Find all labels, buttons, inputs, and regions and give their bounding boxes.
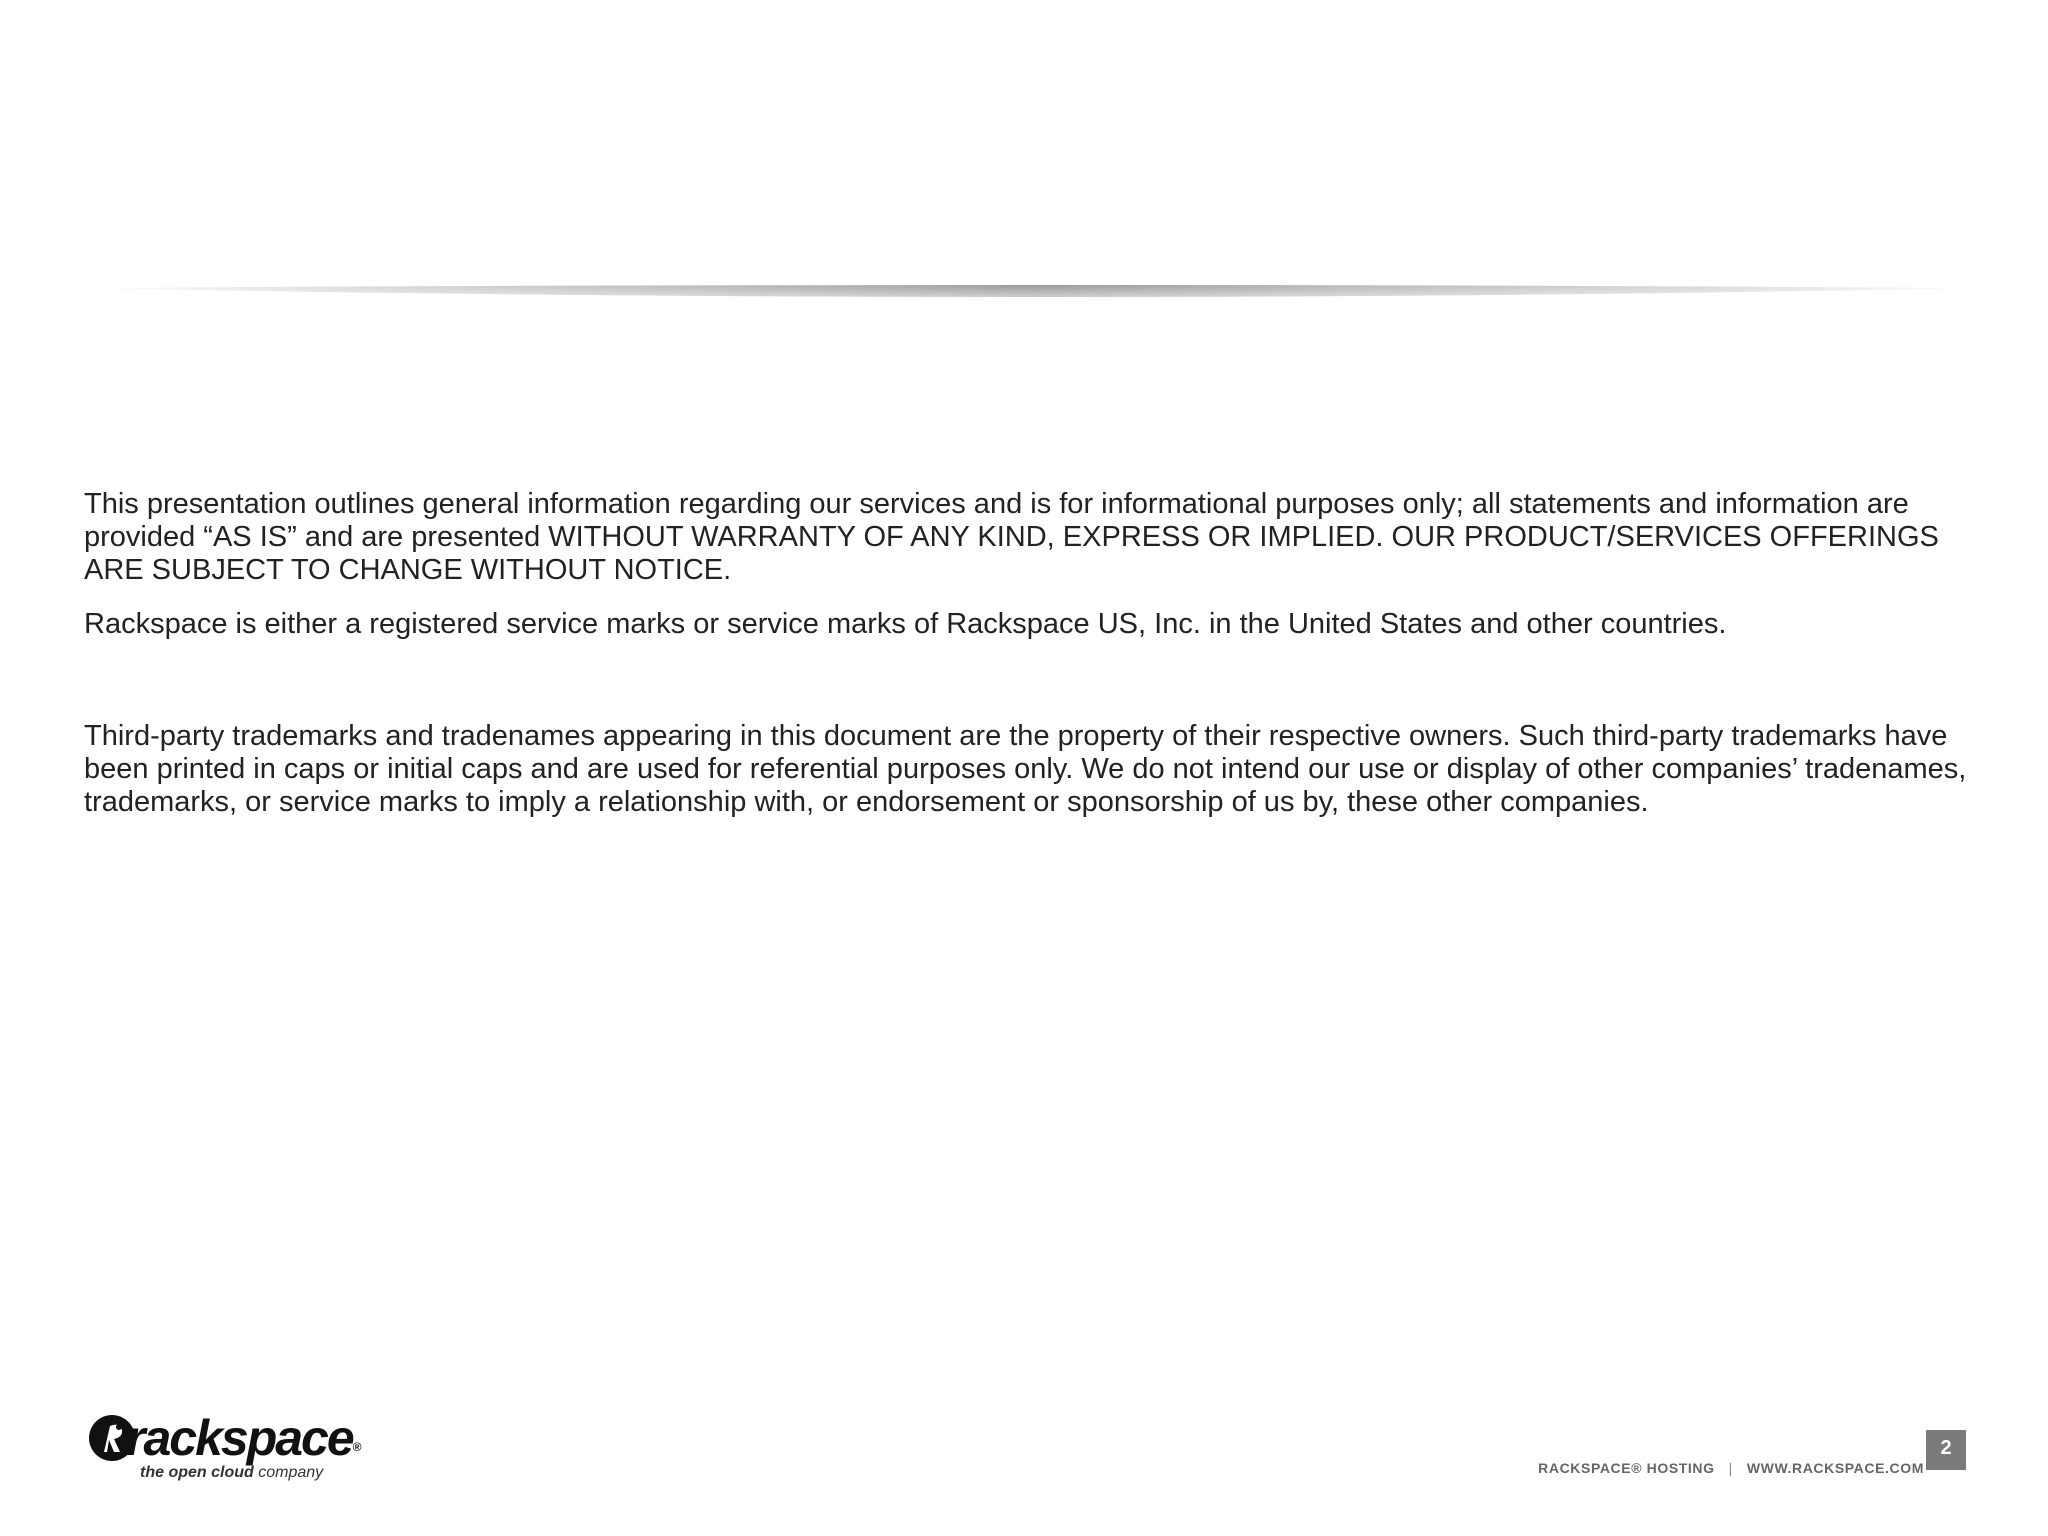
third-party-trademarks-paragraph: Third-party trademarks and tradenames appearing in this document are the property of their respective owners. Such third-party trademarks have been printed in caps or initial caps and are used for referential purposes only. We do not intend our use or display of other companies’ tradenames, trademarks, or service marks to imply a relationship with, or endorsement or sponsorship of us by, these other companies.: [84, 720, 1967, 818]
logo-tagline: the open cloud company: [140, 1464, 324, 1481]
disclaimer-paragraph: This presentation outlines general information regarding our services and is for informational purposes only; all statements and information are provided “AS IS” and are presented WITHOUT WARRANTY OF ANY KIND, EXPRESS OR IMPLIED. OUR PRODUCT/SERVICES OFFERINGS ARE SUBJECT TO CHANGE WITHOUT NOTICE.: [84, 488, 1939, 586]
footer-text: [1538, 1460, 1924, 1476]
logo-wordmark: rackspace®: [126, 1410, 362, 1466]
header-divider: [80, 284, 1990, 306]
page-number-badge: 2: [1926, 1430, 1966, 1470]
rackspace-logo: [86, 1408, 362, 1488]
service-marks-paragraph: Rackspace is either a registered service marks or service marks of Rackspace US, Inc. in the United States and other countries.: [84, 608, 1727, 640]
footer-company: RACKSPACE® HOSTING: [1538, 1460, 1715, 1476]
footer-url: WWW.RACKSPACE.COM: [1746, 1460, 1924, 1476]
footer-separator: |: [1728, 1460, 1733, 1476]
